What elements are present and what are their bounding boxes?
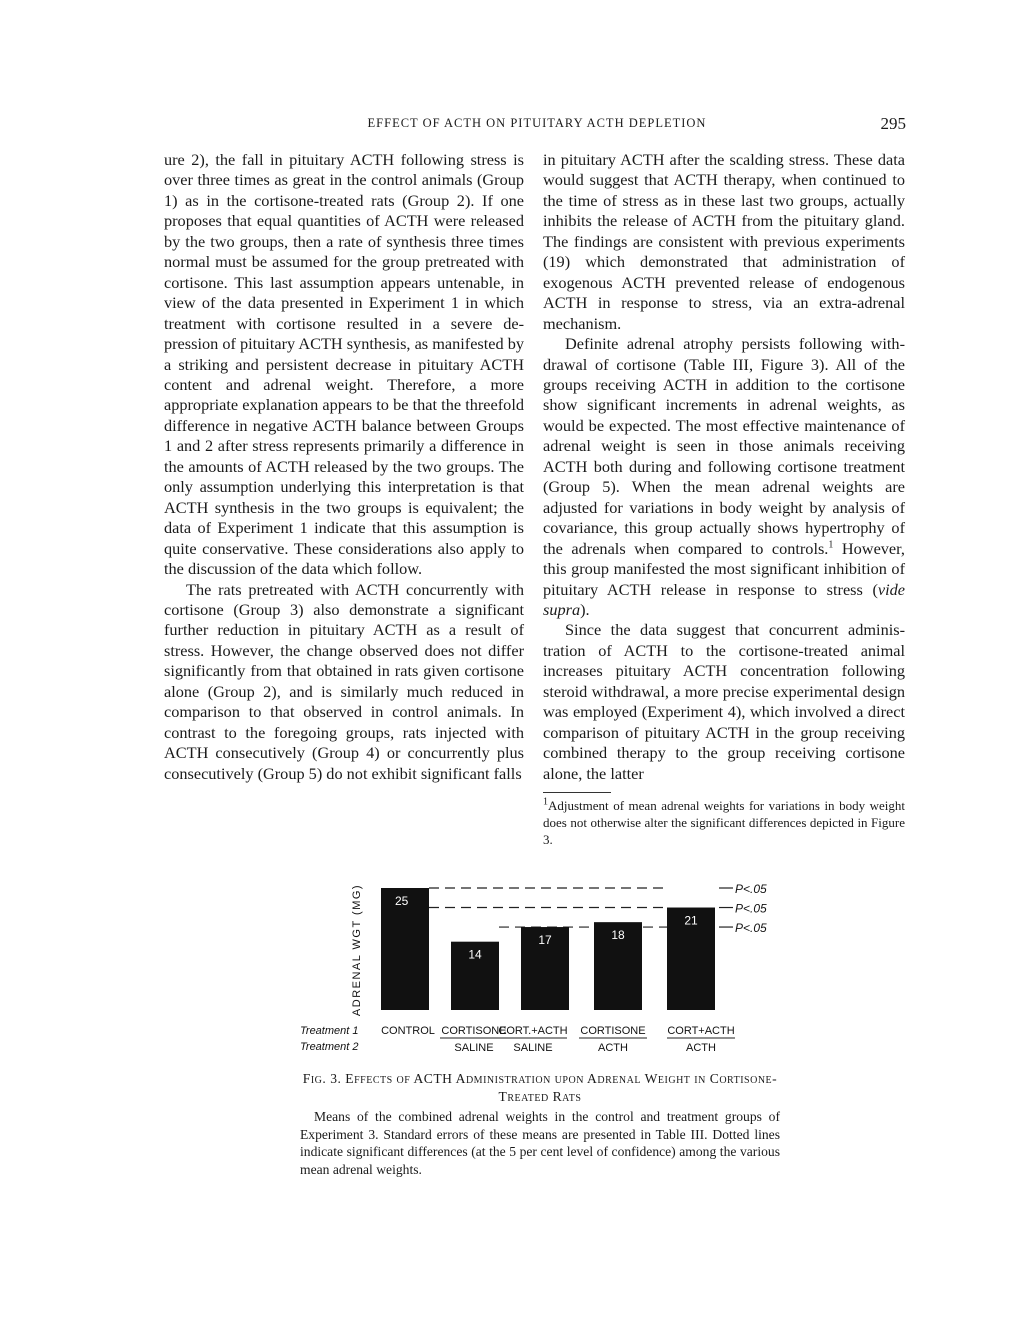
footnote-text: Adjustment of mean adrenal weights for variations in body weight does not otherwise alter the significant differences depicted in Figure 3. [543, 798, 905, 848]
treatment-2-label-4: ACTH [598, 1042, 628, 1054]
right-paragraph-2-part-a: Definite adrenal atrophy persists following withdrawal of cortisone (Table III, Figure 3). All of the groups receiving ACTH in addition to the cortisone show significant increments in adrenal weights, as would be expected. The most effective maintenance of adrenal weight is seen in those animals receiving ACTH both during and following cortisone treatment (Group 5). When the mean adrenal weights are adjusted for variations in body weight by analysis of covariance, this group actually shows hypertrophy of the adrenals when compared to controls. [543, 334, 905, 558]
treatment-1-label-4: CORTISONE [580, 1025, 646, 1037]
footnote-rule [543, 792, 611, 793]
right-column [543, 150, 905, 848]
y-axis-label: ADRENAL WGT (MG) [351, 883, 363, 1017]
treatment-1-label-2: CORTISONE [441, 1025, 507, 1037]
footnote [543, 797, 905, 848]
left-column [164, 150, 524, 784]
caption-body: Means of the combined adrenal weights in the control and treatment groups of Experiment 3. Standard errors of these means are presented in Table III. Dotted lines indicate significant differences (at the 5 per cent level of confidence) among the various mean adrenal weights. [300, 1109, 780, 1177]
treatment-2-label-3: SALINE [513, 1042, 553, 1054]
treatment-1-label-1: CONTROL [381, 1025, 435, 1037]
footnote-reference: 1 [828, 539, 834, 551]
right-paragraph-2-part-b: However, this group manifested the most significant inhibition of pituitary ACTH release in response to stress ( [543, 538, 906, 599]
bar-value-label-2: 14 [468, 947, 482, 962]
significance-label-3: P<.05 [735, 921, 767, 936]
figure-3 [0, 870, 1020, 1070]
vide-supra: vide supra [543, 579, 905, 619]
significance-label-1: P<.05 [735, 882, 767, 896]
bar-value-label-1: 25 [395, 894, 409, 908]
left-paragraph-2: The rats pretreated with ACTH concurrently with cortisone (Group 3) also demonstrate a significant further reduction in pituitary ACTH as a result of stress. However, the change observed does not differ significantly from that obtained in rats given cortisone alone (Group 2), and is similarly much reduced in comparison to that observed in control animals. In contrast to the foregoing groups, rats injected with ACTH consecutively (Group 4) or concurrently plus consecutively (Group 5) do not exhibit significant falls [164, 579, 524, 783]
treatment-2-label-5: ACTH [686, 1042, 716, 1054]
figure-caption [300, 1070, 780, 1178]
treatment-2-label-2: SALINE [454, 1042, 494, 1054]
bar-value-label-5: 21 [684, 913, 698, 928]
significance-label-2: P<.05 [735, 901, 767, 916]
treatment-1-label-5: CORT+ACTH [667, 1025, 735, 1037]
page-header [164, 116, 910, 136]
caption-title: Fig. 3. Effects of ACTH Administration upon Adrenal Weight in Cortisone-Treated Rats [302, 1071, 778, 1104]
right-paragraph-2 [543, 334, 905, 620]
running-title: EFFECT OF ACTH ON PITUITARY ACTH DEPLETION [367, 116, 707, 130]
right-paragraph-1: in pituitary ACTH after the scalding stress. These data would suggest that ACTH therapy, when continued to the time of stress as in these last two groups, actually inhibits the release of ACTH from the pituitary gland. The findings are consistent with previous experiments (19) which demonstrated that administration of exogenous ACTH prevented release of endogenous ACTH in response to stress, via an extra-adrenal mechanism. [543, 150, 905, 333]
row-label-treatment-1: Treatment 1 [300, 1025, 359, 1037]
right-paragraph-2-part-c: ). [580, 599, 590, 619]
left-paragraph-1: ure 2), the fall in pituitary ACTH following stress is over three times as great in the control animals (Group 1) as in the cortisone-treated rats (Group 2). If one proposes that equal quantities of ACTH were released by the two groups, then a rate of synthesis three times normal must be assumed for the group pretreated with cortisone. This last assumption appears untenable, in view of the data presented in Experiment 1 in which treatment with cortisone resulted in a severe depression of pituitary ACTH synthesis, as manifested by a striking and persistent decrease in pituitary ACTH content and adrenal weight. Therefore, a more appropriate explanation appears to be that the threefold difference in negative ACTH balance between Groups 1 and 2 after stress represents primarily a difference in the amounts of ACTH released by the two groups. The only assumption underlying this interpretation is that ACTH synthesis in the two groups is equivalent; the data of Experiment 1 indicate that this assumption is quite conservative. These considerations also apply to the discussion of the data which follow. [164, 150, 524, 579]
bar-value-label-4: 18 [611, 928, 625, 943]
treatment-1-label-3: CORT.+ACTH [498, 1025, 568, 1037]
right-paragraph-3: Since the data suggest that concurrent administration of ACTH to the cortisone-treated animal increases pituitary ACTH concentration following steroid withdrawal, a more precise experimental design was employed (Experiment 4), which involved a direct comparison of pituitary ACTH in the group receiving combined therapy to the group receiving cortisone alone, the latter [543, 620, 905, 783]
row-label-treatment-2: Treatment 2 [300, 1041, 359, 1053]
adrenal-weight-chart [0, 870, 1020, 1070]
page-number: 295 [880, 114, 906, 133]
footnote-mark: 1 [543, 796, 548, 808]
bar-value-label-3: 17 [538, 933, 552, 948]
